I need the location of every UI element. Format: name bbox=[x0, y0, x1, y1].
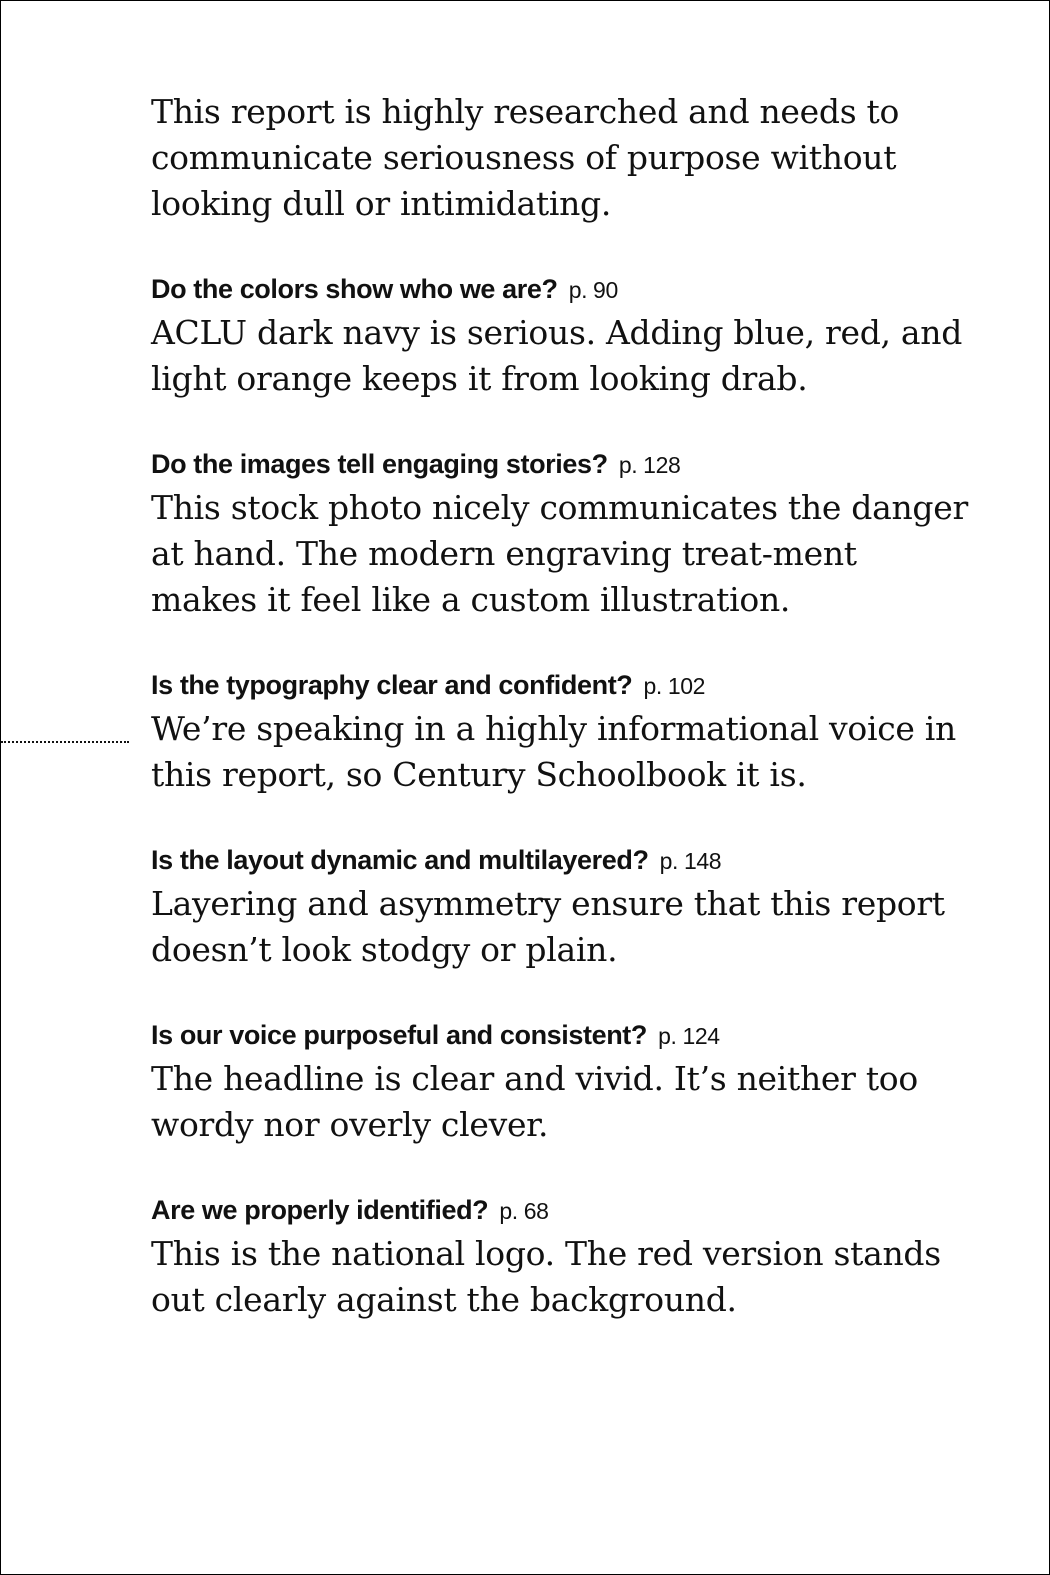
page-reference: p. 124 bbox=[658, 1023, 720, 1049]
section-question: Is the layout dynamic and multilayered? bbox=[151, 845, 649, 875]
section-question: Are we properly identified? bbox=[151, 1195, 489, 1225]
section-images bbox=[151, 444, 971, 623]
section-typography bbox=[151, 665, 971, 798]
dotted-leader-line bbox=[1, 741, 129, 743]
page-reference: p. 148 bbox=[659, 848, 722, 874]
section-question: Is our voice purposeful and consistent? bbox=[151, 1020, 647, 1050]
section-text: Layering and asymmetry ensure that this report doesn’t look stodgy or plain. bbox=[151, 884, 945, 969]
section-layout bbox=[151, 840, 971, 973]
section-text: This stock photo nicely communicates the danger at hand. The modern engraving treat-ment makes it feel like a custom illustration. bbox=[151, 488, 968, 619]
page-reference: p. 102 bbox=[643, 673, 706, 699]
section-heading bbox=[151, 840, 971, 881]
section-voice bbox=[151, 1015, 971, 1148]
section-text: We’re speaking in a highly informational voice in this report, so Century Schoolbook it is. bbox=[151, 709, 957, 794]
section-question: Do the images tell engaging stories? bbox=[151, 449, 608, 479]
section-question: Is the typography clear and confident? bbox=[151, 670, 633, 700]
section-heading bbox=[151, 665, 971, 706]
intro-paragraph: This report is highly researched and needs to communicate seriousness of purpose without looking dull or intimidating. bbox=[151, 92, 900, 223]
section-colors bbox=[151, 269, 971, 402]
section-question: Do the colors show who we are? bbox=[151, 274, 558, 304]
page-reference: p. 90 bbox=[568, 277, 618, 303]
section-heading bbox=[151, 1015, 971, 1056]
section-heading bbox=[151, 444, 971, 485]
section-heading bbox=[151, 1190, 971, 1231]
page-reference: p. 128 bbox=[618, 452, 681, 478]
section-text: ACLU dark navy is serious. Adding blue, red, and light orange keeps it from looking drab. bbox=[151, 313, 963, 398]
section-text: This is the national logo. The red version stands out clearly against the background. bbox=[151, 1234, 941, 1319]
page-reference: p. 68 bbox=[499, 1198, 549, 1224]
section-text: The headline is clear and vivid. It’s neither too wordy nor overly clever. bbox=[151, 1059, 918, 1144]
section-identity bbox=[151, 1190, 971, 1323]
section-heading bbox=[151, 269, 971, 310]
page-content bbox=[151, 89, 971, 1365]
